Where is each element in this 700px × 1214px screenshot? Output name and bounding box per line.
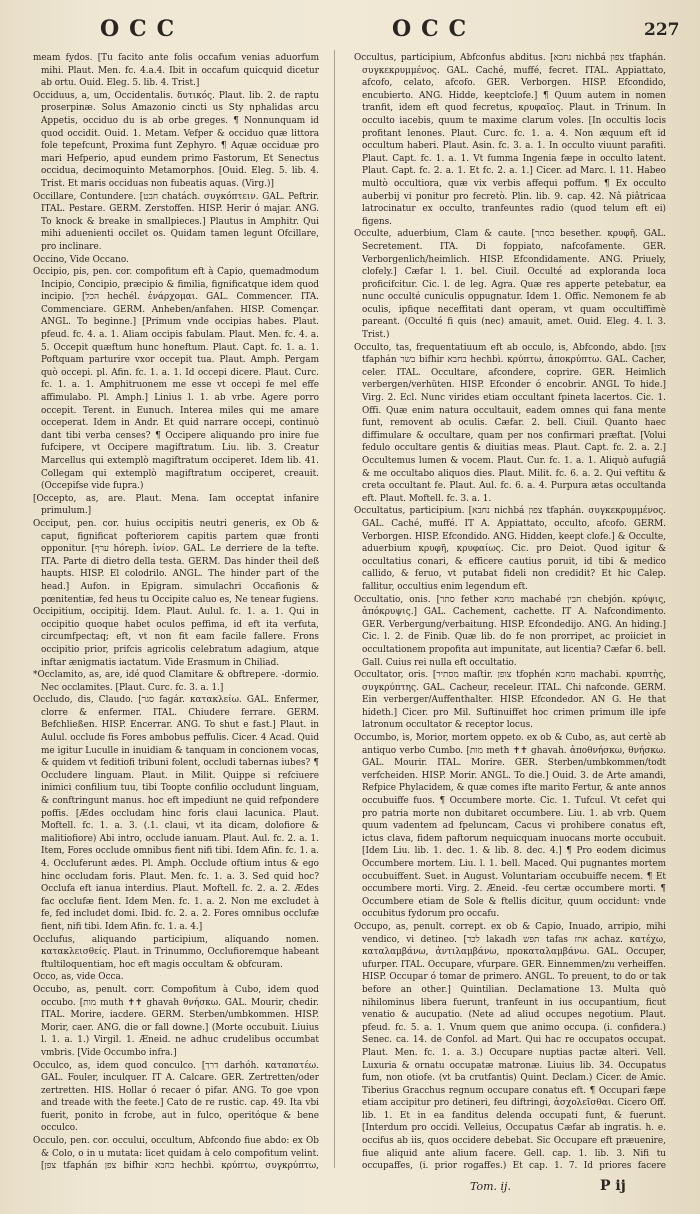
- entry-occipio: Occipio, pis, pen. cor. compofitum eft à Capio, quemadmodum Incipio, Concipio, præcipio & fimilia, fignificatque idem quod incipio. [הכל hechél. ἐνάρχομαι. GAL. Commencer. ITA. Commenciare. GERM. Anheben/anfahen. HISP. Començar. ANGL. To beginne.] [Primum vnde occipias habes. Plaut. pfeud. fc. 4. a. 1. Aliam occipis fabulam. Plaut. Men. fc. 4. a. 5. Occepit quæftum hunc honeftum. Plaut. Capt. fc. 1. a. 1. Poftquam parturire vxor occepit tua. Plaut. Amph. Pergam quò occepi. pl. Afin. fc. 1. a. 1. Id occepi dicere. Plaut. Curc. fc. 1. a. 1. Amphitruonem me esse vt occepi fe mel effe affimulabo. Pl. Amph.] Linius l. 1. ab vrbe. Agere porro occepit. Terent. in Eunuch. Interea miles qui me amare occeperat. Idem in Andr. Et quid narrare occepi, continuò dant tibi verba censes? ¶ Occipere aliquando pro inire fue fufcipere, vt Occipere magiftratum. Liu. lib. 3. Creatur Marcellus qui extemplò magiftratum occiperet. Idem lib. 41. Collegam qui extemplò magiftratum occiperet, creauit. (Occepifse vide fupra.): [33, 267, 319, 492]
- page-number: 227: [644, 20, 680, 40]
- entry-occubo: Occubo, as, penult. corr. Compofitum à Cubo, idem quod occubo. [מות muth ✝✝ ghavah θνήσκω. GAL. Mourir, chedir. ITAL. Morire, iacdere. GERM. Sterben/umbkommen. HISP. Morir, caer. ANG. die or fall downe.] (Morte occubuit. Liuius l. 1. a. 1.) Virgil. 1. Æneid. ne adhuc crudelibus occumbat vmbris. [Vide Occumbo infra.]: [33, 984, 319, 1058]
- entry-occiput: Occiput, pen. cor. huius occipitis neutri generis, ex Ob & caput, fignificat pofteriorem capitis partem quæ fronti opponitur. [ערף hóreph. ἰνίον. GAL. Le derriere de la tefte. ITA. Parte di dietro della testa. GERM. Das hinder theil deß haupts. HISP. El colodrilo. ANGL. The hinder part of the head.] Aufon. in Epigram. simulachri Occafionis & pœnitentiæ, fed heus tu Occipite caluo es, Ne tenear fugiens.: [33, 518, 319, 605]
- entry-occino: Occino, Vide Occano.: [33, 254, 129, 265]
- left-column: [33, 52, 319, 1172]
- entry-occultus: Occultus, participium, Abfconfus abditus. [נחבא nichbá צפון tfaphán. συγκεκρυμμένος. GAL. Caché, muffé, fecret. ITAL. Appiattato, afcofo, celato, afcofo. GER. Verborgen. HISP. Efcondido, encubierto. ANG. Hidde, keeptclofe.] ¶ Quum autem in nomen tranfit, idem eft quod fecretus, κρυφαῖος. Plaut. in Trinum. In occulto iacebis, quum te maxime clarum voles. [In occultis locis profitant lenones. Plaut. Curc. fc. 1. a. 4. Non æquum eft id occultum haberi. Plaut. Asin. fc. 3. a. 1. In occulto viuunt parafiti. Plaut. Capt. fc. 1. a. 1. Vt fumma Ingenia fæpe in occulto latent. Plaut. Capt. fc. 2. a. 1. Et fc. 2. a. 1.] Cicer. ad Marc. l. 11. Habeo multò occultiora, quæ vix verbis affequi poffum. ¶ Ex occulto auberbij vi ponitur pro fecretò. Plin. lib. 9. cap. 42. Nâ piâtricaa latrocinatur ex occulto, tranfeuntes radio (quod telum eft ei) figens.: [354, 53, 666, 227]
- entry-occillare: Occillare, Contundere. [חבט chatách. συγκόπτειν. GAL. Peftrir. ITAL. Pestare. GERM. Zerstoffen. HISP. Herir ó majar. ANG. To knock & breake in smallpieces.] Plautus in Amphitr. Qui mihi aduenienti occilet os. Quidam tamen legunt Ofcillare, pro inclinare.: [33, 191, 319, 252]
- volume-label: Tom. ij.: [470, 1180, 511, 1193]
- entry-occludo: Occludo, dis, Claudo. [סגר fagár. κατακλείω. GAL. Enfermer, clorre & enfermer. ITAL. Chiudere ferrare. GERM. Befchließen. HISP. Encerrar. ANG. To shut e fast.] Plaut. in Aulul. occlude fis Fores ambobus peffulis. Cicer. 4 Acad. Quid me igitur Luculle in inuidiam & tanquam in concionem vocas, & quidem vt feditiofi tribuni folent, occludi tabernas iubes? ¶ Occludere linguam. Plaut. in Milit. Quippe si refciuere inimici confilium tuu, tibi Toopte confilio occludunt linguam, & conftringunt manus. hoc eft impediunt ne quid refpondere poffis. [Ædes occludam hinc foris claui lacunica. Plaut. Moftell. fc. 1. a. 3. (.1. claui, vt ita dicam, dolofiore & malitiofiore) Abi intro, occlude ianuam. Plaut. Aul. fc. 2. a. 1. Item, Fores occlude omnibus fient nifi tibi. Idem Afin. fc. 1. a. 4. Occluferunt ædes. Pl. Amph. Occlude oftium intus & ego hinc occludam foris. Plaut. Men. fc. 1. a. 3. Sed quid hoc? Occlufa eft ianua interdius. Plaut. Moftell. fc. 2. a. 2. Ædes fac occlufæ fient. Idem Men. fc. 1. a. 2. Non me excludet à fe, fed includet domi. Ibid. fc. 2. a. 2. Fores omnibus occlufæ fient, nifi tibi. Idem Afin. fc. 1. a. 4.]: [33, 695, 319, 932]
- entry-occlusus: Occlufus, aliquando participium, aliquando nomen. κατακλεισθείς. Plaut. in Trinummo, Occlufioremque habeant ftultiloquentiam, hoc eft magis occultam & obfcuram.: [33, 934, 319, 970]
- entry-occo: Occo, as, vide Occa.: [33, 972, 124, 983]
- entry-occipitium: Occipitium, occipitij. Idem. Plaut. Aulul. fc. 1. a. 1. Qui in occipitio quoque habet oculos peffima, id eft ita verfuta, circumfpectaq; eft, vt non fit eam facile fallere. Frons occipitio prior, prifcis agricolis celebratum adagium, atque inftar ænigmatis iactatum. Vide Erasmum in Chiliad.: [33, 607, 319, 668]
- entry-occumbo: Occumbo, is, Morior, mortem oppeto. ex ob & Cubo, as, aut certè ab antiquo verbo Cumbo. [מות meth ✝✝ ghavah. ἀποθνήσκω, θνήσκω. GAL. Mourir. ITAL. Morire. GER. Sterben/umbkommen/todt verfcheiden. HISP. Morir. ANGL. To die.] Ouid. 3. de Arte amandi, Refpice Phylacidem, & quæ comes ifte marito Fertur, & ante annos occubuiffe fuos. ¶ Occumbere morte. Cic. 1. Tufcul. Vt cefet qui pro patria morte non dubitaret occumbere. Liu. 1. ab vrb. Quem quum vadentem ad fpeluncam, Cacus vi prohibere conatus eft, ictus clava, fidem paftorum nequicquam inuocans morte occubuit. [Idem Liu. lib. 1. dec. 1. & lib. 8. dec. 4.] ¶ Pro eodem dicimus Occumbere mortem. Liu. l. 1. bell. Maced. Qui pugnantes mortem occubuiffent. Suet. in August. Voluntariam occubuiffe necem. ¶ Et occumbere morti. Virg. 2. Æneid. -feu certæ occumbere morti. ¶ Occumbere etiam de Sole & ftellis dicitur, quum occidunt: vnde occubitus fydorum pro occafu.: [354, 733, 666, 920]
- entry-occulo: Occulo, pen. cor. occului, occultum, Abfcondo fiue abdo: ex Ob & Colo, o in u mutata: licet quidam à celo compofitum velint. [צפן tfaphán צפן bifhir בחבא hechbì. κρύπτω, συγκρύπτω,: [33, 1136, 319, 1172]
- entry-occulte: Occulte, aduerbium, Clam & caute. [בסתר besether. κρυφῆ. GAL. Secretement. ITA. Di foppiato, nafcofamente. GER. Verborgenlich/heimlich. HISP. Efcondidamente. ANG. Priuely, clofely.] Cæfar l. 1. bel. Ciuil. Occulté ad exploranda loca proficifcitur. Cic. l. de leg. Agra. Quæ res apperte petebatur, ea nunc occulté cuniculis oppugnatur. Idem 1. Offic. Nemonem fe ab oculis, ipfique neceffitati dant operam, vt quam occultiffimè pareant. (Occulté fi quis (nec) amauit, amet. Ouid. Eleg. 4. l. 3. Trist.): [354, 229, 666, 341]
- entry-occulco: Occulco, as, idem quod conculco. [דרך darhóh. καταπατέω. GAL. Fouler, inculquer. IT A. Calcare. GER. Zertretten/oder zertretten. HIS. Hollar ó recaer ó pifar. ANG. To goe vpon and treade with the feete.] Cato de re rustic. cap. 49. Ita vbi fuerit, ponito in fcrobe, aut in fulco, operitóque & bene occulco.: [33, 1060, 319, 1134]
- right-column: [354, 52, 666, 1172]
- header-left-title: OCC: [100, 16, 185, 42]
- entry-occiduus: Occiduus, a, um, Occidentalis. δυτικός. Plaut. lib. 2. de raptu proserpinæ. Solus Amazonio cincti us Sty nphalidas arcu Appetis, occiduo du is ab orbe greges. ¶ Nonnunquam id quod occidit. Ouid. 1. Metam. Vefper & occiduo quæ littora fole tepefcunt, Proxima funt Zephyro. ¶ Aquæ occiduæ pro mari Hefperio, apud eundem primo Fastorum, Et Senectus occidua, decimoquinto Metamorphos. [Ouid. Eleg. 5. lib. 4. Trist. Et maris occiduas non fubeatis aquas. (Virg.)]: [33, 90, 319, 189]
- entry-occultator: Occultator, oris. [מסתיר maſtir. צופן tfophén מחבא machabi. κρυπτὴς, συγκρύπτης. GAL. Cacheur, receleur. ITAL. Chi nafconde. GERM. Ein verberger/Auffenthalter. HISP. Efcondedor. AN G. He that hideth.] Cicer. pro Mil. Suftinuiffet hoc crimen primum ille ipfe latronum occultator & receptor locus.: [354, 670, 666, 731]
- entry-occepto: [Occepto, as, are. Plaut. Mena. Iam occeptat infanire primulum.]: [33, 493, 319, 517]
- entry-occupo: Occupo, as, penult. corrept. ex ob & Capio, Inuado, arripio, mihi vendico, vi detineo. [לכד lakadh תפש tafas אחז achaz. κατέχω, καταλαμβάνω, ἀντιλαμβάνω, προκαταλαμβάνω. GAL. Occuper, ufurper. ITAL. Occupare, vfurpare. GER. Einnemmen/zu verheiffen. HISP. Occupar ó tomar de primero. ANGL. To preuent, to do or tak before an other.] Quintilian. Declamatione 13. Multa quò nihilominus libera fuerunt, tranfeunt in ius occupantium, ficut venatio & aucupatio. (Nete ad aliud occupes negotium. Plaut. pfeud. fc. 5. a. 1. Vnum quem que animo occupa. (i. confidera.) Senec. ca. 14. de Confol. ad Mart. Qui hac re occupatos occupat. Plaut. Men. fc. 1. a. 3.) Occupare nuptias pactæ alteri. Vell. Luxuria & ornatu occupatæ matronæ. Liuius lib. 34. Occupatus fum, non otiofe. (vt ba crutfantis) Quint. Declam.) Cicer. de Amic. Tiberius Gracchus regnum occupare conatus eft. ¶ Occupari fæpe etiam accipitur pro detineri, feu diftringi, ἀσχολεῖσθαι. Cicero Off. lib. 1. Et in ea fanditus delenda occupati funt, & fuerunt. [Interdum pro occidi. Velleius, Occupatus Cæfar ab ingratis. h. e. occifus ab iis, quos occidere debebat. Sic Occupare eft præuenire, fiue aliquid ante alium facere. Gell. cap. 1. lib. 3. Nifi tu occupaffes, (i. prior rogaffes.) Et cap. 1. 7. Id priores facere: [354, 921, 666, 1172]
- header-right-title: OCC: [392, 16, 477, 42]
- page-footer: [0, 1180, 700, 1204]
- signature-mark: P ij: [600, 1178, 626, 1194]
- entry-occasum: meam fydos. [Tu facito ante folis occafum venias aduorfum mihi. Plaut. Men. fc. 4.a.4. Ibit in occafum quicquid dicetur ab ortu. Ouid. Eleg. 5. lib. 4. Trist.]: [33, 53, 319, 89]
- column-divider: [334, 50, 335, 1168]
- entry-occultatio: Occultatio, onis. [סתר fether מחבא machabé חבין chebjón. κρύψις, ἀπόκρυψις.] GAL. Cachement, cachette. IT A. Nafcondimento. GER. Verbergung/verbaitung. HISP. Efcondedijo. ANG. An hiding.] Cic. l. 2. de Finib. Quæ lib. do fe non prorripet, ac proiiciet in occultationem propofita aut impunitate, aut licentia? Cæfar 6. bell. Gall. Cuius rei nulla eft occultatio.: [354, 594, 666, 668]
- entry-occlamito: *Occlamito, as, are, idé quod Clamitare & obftrepere. -dormio. Nec occlamites. [Plaut. Curc. fc. 3. a. 1.]: [33, 670, 319, 693]
- running-header: [0, 14, 700, 44]
- entry-occultatus: Occultatus, participium. [נחבא nichbá צפון tfaphán. συγκεκρυμμένος. GAL. Caché, muffé. IT A. Appiattato, occulto, afcofo. GERM. Verborgen. HISP. Efcondido. ANG. Hidden, keept clofe.] & Occulte, aduerbium κρυφῆ, κρυφαίως. Cic. pro Deiot. Quod igitur & occultatius conari, & efficere cautius poruit, id tibi & medico callido, & feruo, vt putabat fideli non credidit? Et hic Calep. fallitur, occultius enim legendum eft.: [354, 506, 666, 592]
- entry-occulto: Occulto, tas, frequentatiuum eft ab occulo, is, Abfcondo, abdo. [צפן tfaphán בשר bifhir בחבא hechbì. κρύπτω, ἀποκρύπτω. GAL. Cacher, celer. ITAL. Occultare, afcondere, coprire. GER. Heimlich verbergen/verhüten. HISP. Efconder ó encobrir. ANGL To hide.] Virg. 2. Ecl. Nunc virides etiam occultant fpineta lacertos. Cic. 1. Offi. Quæ enim natura occultauit, eadem omnes qui fana mente funt, removent ab oculis. Cæfar. 2. bell. Ciuil. Quanto haec diffimulare & occultare, quam per nos confirmari præftat. [Volui fedulo occultare gentis & diuitias meas. Plaut. Capt. fc. 2. a. 2.] Occultemus lumen & vocem. Plaut. Cur. fc. 1. a. 1. Aliquò aufugiâ & me occultabo aliquos dies. Plaut. Milit. fc. 6. a. 2. Qui veftitu & creta occultant fe. Plaut. Aul. fc. 6. a. 4. Purpura ætas occultanda eft. Plaut. Moftell. fc. 3. a. 1.: [354, 342, 666, 504]
